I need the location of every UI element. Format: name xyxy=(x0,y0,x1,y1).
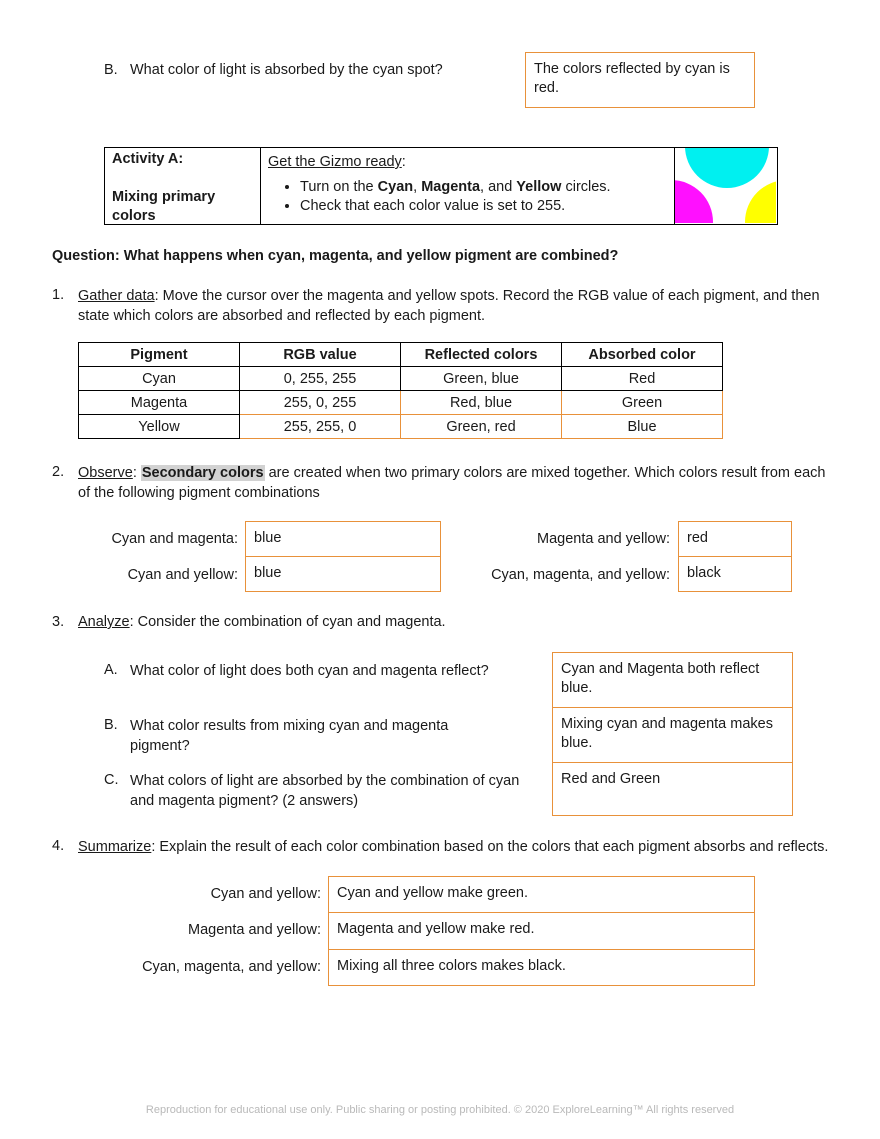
q3-number: 3. xyxy=(52,614,65,630)
q3-answer[interactable]: Red and Green xyxy=(552,762,793,816)
table-input-cell[interactable]: 255, 255, 0 xyxy=(240,415,401,439)
q3-answer[interactable]: Cyan and Magenta both reflect blue. xyxy=(552,652,793,708)
pair-answer[interactable]: blue xyxy=(245,521,441,557)
table-input-cell[interactable]: Blue xyxy=(562,415,723,439)
table-cell: Red xyxy=(562,367,723,391)
table-cell: Green, blue xyxy=(401,367,562,391)
pair-answer[interactable]: black xyxy=(678,556,792,592)
activity-title: Activity A: xyxy=(112,151,184,167)
q4-text: Summarize: Explain the result of each color combination based on the colors that each pigment absorbs and reflects. xyxy=(78,839,829,855)
table-cell: Yellow xyxy=(79,415,240,439)
footer-copyright: Reproduction for educational use only. Public sharing or posting prohibited. © 2020 ExploreLearning™ All rights reserved xyxy=(145,1104,735,1116)
table-input-cell[interactable]: Red, blue xyxy=(401,391,562,415)
table-input-cell[interactable]: Green xyxy=(562,391,723,415)
pair-label: Cyan, magenta, and yellow: xyxy=(491,567,670,583)
q3-letter: A. xyxy=(104,662,118,678)
pair-label: Magenta and yellow: xyxy=(537,531,670,547)
table-row xyxy=(79,415,723,439)
table-cell: Cyan xyxy=(79,367,240,391)
table-input-cell[interactable]: Green, red xyxy=(401,415,562,439)
question-letter: B. xyxy=(104,62,118,78)
summary-label: Magenta and yellow: xyxy=(188,922,321,938)
question-text: What color of light is absorbed by the cyan spot? xyxy=(130,62,443,78)
table-input-cell[interactable]: 255, 0, 255 xyxy=(240,391,401,415)
gizmo-thumbnail xyxy=(675,148,776,224)
color-circles-image xyxy=(675,148,776,223)
q2-number: 2. xyxy=(52,464,65,480)
table-header: Absorbed color xyxy=(562,343,723,367)
q3-text: Analyze: Consider the combination of cyan and magenta. xyxy=(78,614,446,630)
q4-number: 4. xyxy=(52,838,65,854)
setup-bullet: • Check that each color value is set to 255. xyxy=(300,197,667,216)
q3-letter: C. xyxy=(104,772,119,788)
activity-box xyxy=(104,147,778,225)
table-row xyxy=(79,367,723,391)
setup-heading: Get the Gizmo ready xyxy=(268,154,402,170)
q3-question: What color results from mixing cyan and magenta pigment? xyxy=(130,718,449,754)
table-cell: 0, 255, 255 xyxy=(240,367,401,391)
q3-question: What colors of light are absorbed by the combination of cyan and magenta pigment? (2 answers) xyxy=(130,773,520,809)
summary-label: Cyan and yellow: xyxy=(210,886,321,902)
pair-label: Cyan and magenta: xyxy=(111,531,238,547)
q3-letter: B. xyxy=(104,717,118,733)
summary-label: Cyan, magenta, and yellow: xyxy=(142,959,321,975)
table-row xyxy=(79,391,723,415)
summary-answer[interactable]: Magenta and yellow make red. xyxy=(328,912,755,950)
summary-answer[interactable]: Cyan and yellow make green. xyxy=(328,876,755,913)
main-question: Question: What happens when cyan, magenta, and yellow pigment are combined? xyxy=(52,248,619,264)
q1-number: 1. xyxy=(52,287,65,303)
summary-answer[interactable]: Mixing all three colors makes black. xyxy=(328,949,755,986)
pigment-table xyxy=(78,342,723,439)
setup-bullet: • Turn on the Cyan, Magenta, and Yellow circles. xyxy=(300,178,667,197)
pair-label: Cyan and yellow: xyxy=(127,567,238,583)
table-header: Reflected colors xyxy=(401,343,562,367)
table-header: RGB value xyxy=(240,343,401,367)
answer-box[interactable]: The colors reflected by cyan is red. xyxy=(525,52,755,108)
q1-text: Gather data: Move the cursor over the magenta and yellow spots. Record the RGB value of each pigment, and then state which colors are absorbed and reflected by each pigment. xyxy=(78,288,820,324)
q3-answer[interactable]: Mixing cyan and magenta makes blue. xyxy=(552,707,793,763)
pair-answer[interactable]: blue xyxy=(245,556,441,592)
pair-answer[interactable]: red xyxy=(678,521,792,557)
activity-title-cell xyxy=(105,148,261,224)
table-header: Pigment xyxy=(79,343,240,367)
table-cell: Magenta xyxy=(79,391,240,415)
q2-text: Observe: Secondary colors are created when two primary colors are mixed together. Which colors result from each of the following pigment combinations xyxy=(78,465,826,501)
activity-setup-cell: Get the Gizmo ready: • Turn on the Cyan, Magenta, and Yellow circles. • Check that each color value is set to 255. xyxy=(261,148,675,224)
q3-question: What color of light does both cyan and magenta reflect? xyxy=(130,663,489,679)
activity-subtitle: Mixing primary colors xyxy=(112,189,216,224)
